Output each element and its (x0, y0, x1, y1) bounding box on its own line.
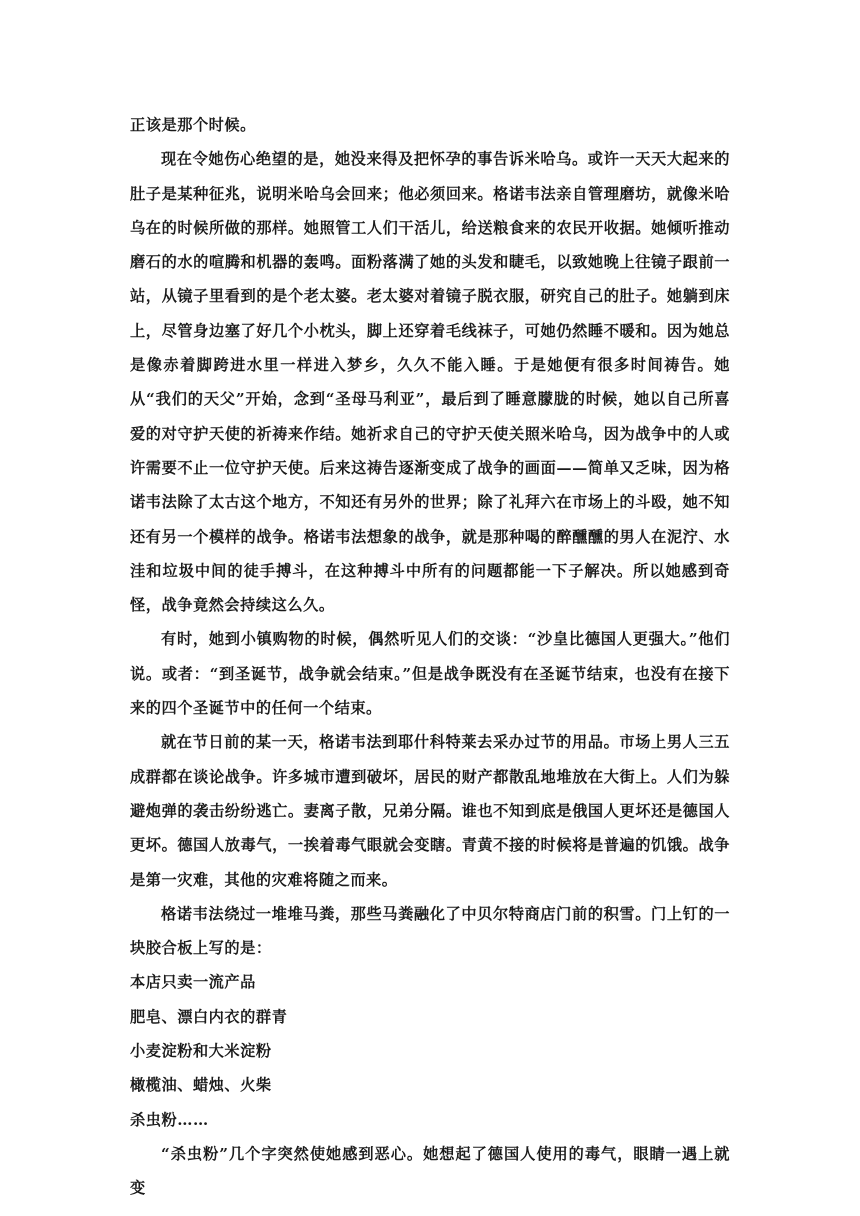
paragraph: 有时，她到小镇购物的时候，偶然听见人们的交谈：“沙皇比德国人更强大。”他们说。或者：“到圣诞节，战争就会结束。”但是战争既没有在圣诞节结束，也没有在接下来的四个圣诞节中的任何一个结束。 (130, 630, 730, 718)
paragraph: 格诺韦法绕过一堆堆马粪，那些马粪融化了中贝尔特商店门前的积雪。门上钉的一块胶合板上写的是： (130, 904, 730, 958)
text-column (130, 108, 730, 1206)
closing-paragraph: “杀虫粉”几个字突然使她感到恶心。她想起了德国人使用的毒气，眼睛一遇上就变 (130, 1144, 730, 1198)
sign-line: 本店只卖一流产品 (130, 973, 256, 992)
paragraph: 现在令她伤心绝望的是，她没来得及把怀孕的事告诉米哈乌。或许一天天大起来的肚子是某种征兆，说明米哈乌会回来；他必须回来。格诺韦法亲自管理磨坊，就像米哈乌在的时候所做的那样。她照管工人们干活儿，给送粮食来的农民开收据。她倾听推动磨石的水的喧腾和机器的轰鸣。面粉落满了她的头发和睫毛，以致她晚上往镜子跟前一站，从镜子里看到的是个老太婆。老太婆对着镜子脱衣服，研究自己的肚子。她躺到床上，尽管身边塞了好几个小枕头，脚上还穿着毛线袜子，可她仍然睡不暖和。因为她总是像赤着脚跨进水里一样进入梦乡，久久不能入睡。于是她便有很多时间祷告。她从“我们的天父”开始，念到“圣母马利亚”，最后到了睡意朦胧的时候，她以自己所喜爱的对守护天使的祈祷来作结。她祈求自己的守护天使关照米哈乌，因为战争中的人或许需要不止一位守护天使。后来这祷告逐渐变成了战争的画面——简单又乏味，因为格诺韦法除了太古这个地方，不知还有另外的世界；除了礼拜六在市场上的斗殴，她不知还有另一个模样的战争。格诺韦法想象的战争，就是那种喝的醉醺醺的男人在泥泞、水洼和垃圾中间的徒手搏斗，在这种搏斗中所有的问题都能一下子解决。所以她感到奇怪，战争竟然会持续这么久。 (130, 150, 730, 615)
paragraph: 正该是那个时候。 (130, 116, 256, 134)
sign-line: 杀虫粉…… (130, 1110, 209, 1129)
sign-line: 橄榄油、蜡烛、火柴 (130, 1076, 272, 1095)
sign-line: 小麦淀粉和大米淀粉 (130, 1042, 272, 1061)
sign-line: 肥皂、漂白内衣的群青 (130, 1007, 288, 1026)
paragraph: 就在节日前的某一天，格诺韦法到耶什科特莱去采办过节的用品。市场上男人三五成群都在谈论战争。许多城市遭到破坏，居民的财产都散乱地堆放在大街上。人们为躲避炮弹的袭击纷纷逃亡。妻离子散，兄弟分隔。谁也不知到底是俄国人更坏还是德国人更坏。德国人放毒气，一挨着毒气眼就会变瞎。青黄不接的时候将是普遍的饥饿。战争是第一灾难，其他的灾难将随之而来。 (130, 733, 730, 889)
